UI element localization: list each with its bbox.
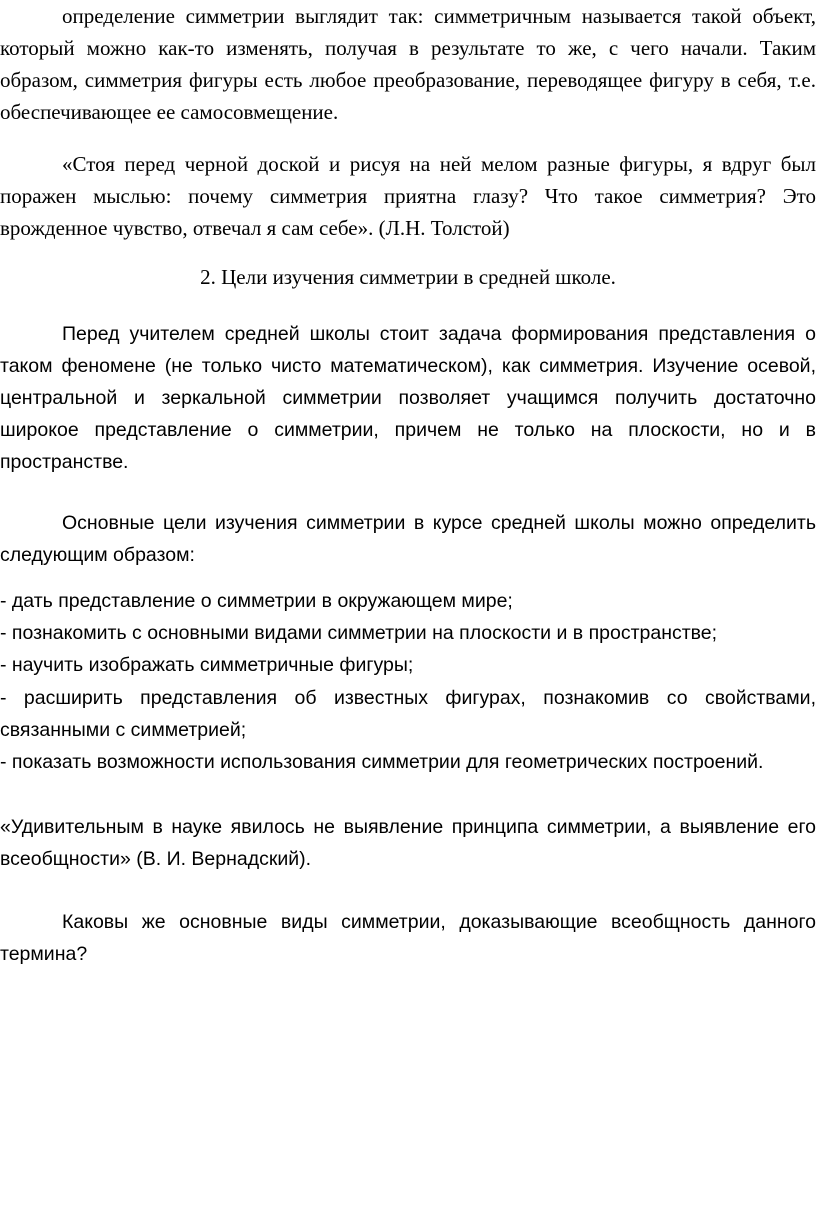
goal-item: - научить изображать симметричные фигуры; <box>0 654 414 676</box>
paragraph-tolstoy-quote: «Стоя перед черной доской и рисуя на ней мелом разные фигуры, я вдруг был поражен мыслью: почему симметрия приятна глазу? Что такое симметрия? Это врожденное чувство, отвечал я сам себе». (Л.Н. Толстой) <box>0 152 816 240</box>
section-heading: 2. Цели изучения симметрии в средней школе. <box>200 265 616 289</box>
goal-item: - дать представление о симметрии в окружающем мире; <box>0 590 513 612</box>
paragraph-symmetry-definition: определение симметрии выглядит так: симметричным называется такой объект, который можно как-то изменять, получая в результате то же, с чего начали. Таким образом, симметрия фигуры есть любое преобразование, переводящее фигуру в себя, т.е. обеспечивающее ее самосовмещение. <box>0 4 816 124</box>
goal-item: - познакомить с основными видами симметрии на плоскости и в пространстве; <box>0 622 718 644</box>
goal-item: - расширить представления об известных фигурах, познакомив со свойствами, связанными с симметрией; <box>0 687 816 741</box>
paragraph-main-goals: Основные цели изучения симметрии в курсе средней школы можно определить следующим образом: <box>0 512 816 566</box>
paragraph-vernadsky-quote: «Удивительным в науке явилось не выявление принципа симметрии, а выявление его всеобщности» (В. И. Вернадский). <box>0 816 816 870</box>
paragraph-teacher-task: Перед учителем средней школы стоит задача формирования представления о таком феномене (не только чисто математическом), как симметрия. Изучение осевой, центральной и зеркальной симметрии позволяет учащимся получить достаточно широкое представление о симметрии, причем не только на плоскости, но и в пространстве. <box>0 323 816 473</box>
paragraph-closing-question: Каковы же основные виды симметрии, доказывающие всеобщность данного термина? <box>0 911 816 965</box>
goal-item: - показать возможности использования симметрии для геометрических построений. <box>0 751 764 773</box>
